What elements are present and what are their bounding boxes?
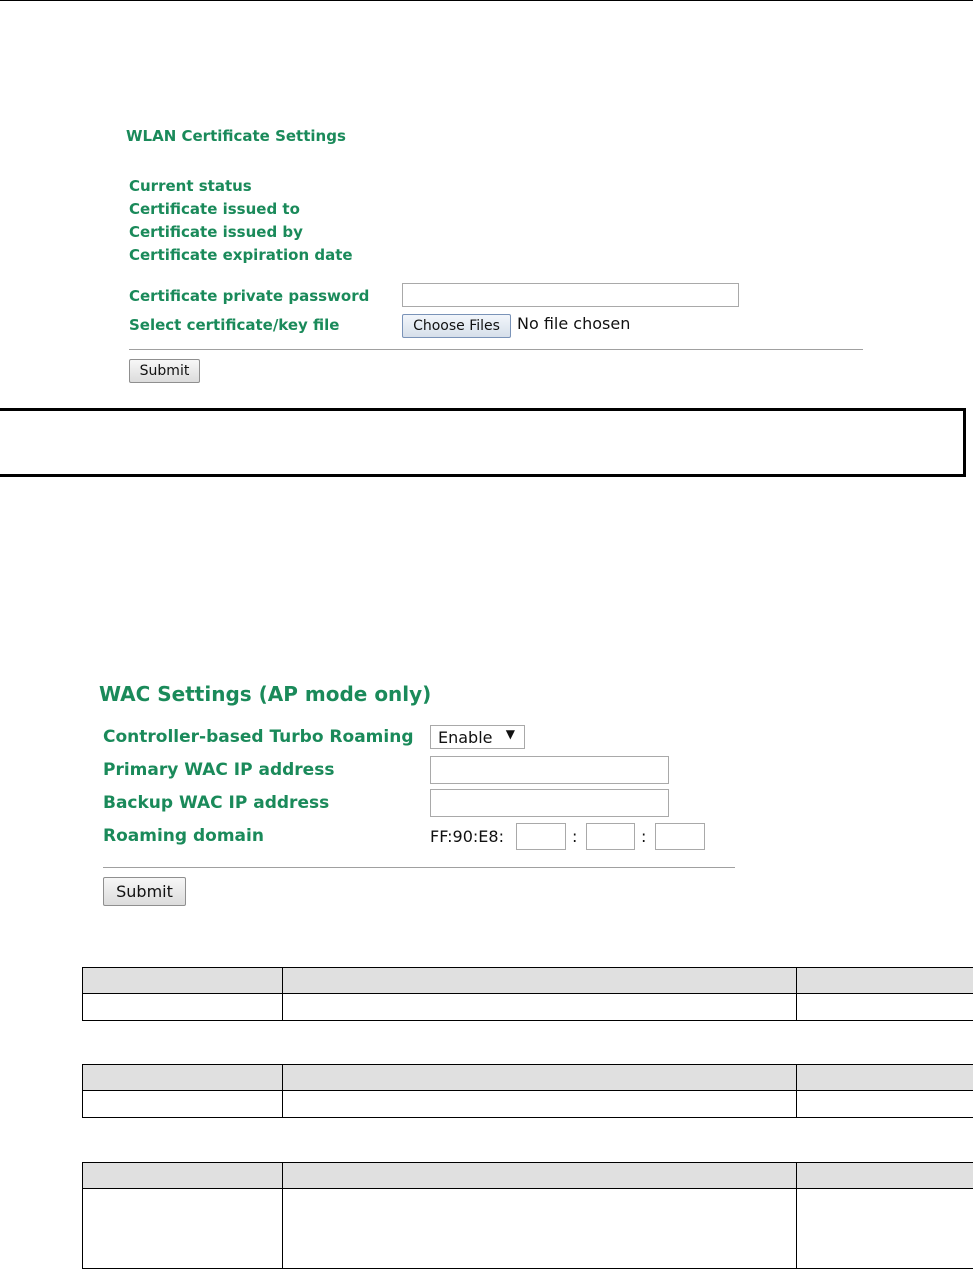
wac-divider [103, 867, 735, 868]
octet-separator: : [572, 827, 578, 846]
backup-wac-ip-label: Backup WAC IP address [103, 793, 330, 813]
roaming-domain-prefix: FF:90:E8: [430, 827, 504, 846]
wac-title: WAC Settings (AP mode only) [99, 682, 432, 706]
select-file-label: Select certificate/key file [129, 316, 340, 334]
table-header-row [83, 968, 973, 994]
wlan-submit-button[interactable]: Submit [129, 359, 200, 383]
roaming-domain-label: Roaming domain [103, 826, 264, 846]
file-status-text: No file chosen [517, 314, 631, 333]
turbo-roaming-value: Enable [438, 727, 493, 747]
primary-wac-ip-label: Primary WAC IP address [103, 760, 335, 780]
private-password-label: Certificate private password [129, 287, 370, 305]
parameter-table [82, 1162, 973, 1269]
octet-separator: : [641, 827, 647, 846]
choose-files-button[interactable]: Choose Files [402, 314, 511, 338]
wlan-title: WLAN Certificate Settings [126, 127, 346, 145]
table-row [83, 1091, 973, 1118]
issued-to-label: Certificate issued to [129, 200, 300, 218]
roaming-domain-octet-2[interactable] [586, 823, 635, 850]
parameter-table [82, 967, 973, 1021]
primary-wac-ip-input[interactable] [430, 756, 669, 784]
expiration-date-label: Certificate expiration date [129, 246, 353, 264]
note-box [0, 408, 966, 477]
private-password-input[interactable] [402, 283, 739, 307]
table-header-row [83, 1065, 973, 1091]
current-status-label: Current status [129, 177, 252, 195]
turbo-roaming-select[interactable] [430, 725, 525, 749]
issued-by-label: Certificate issued by [129, 223, 303, 241]
turbo-roaming-label: Controller-based Turbo Roaming [103, 727, 414, 747]
table-header-row [83, 1163, 973, 1189]
wlan-divider [129, 349, 863, 350]
parameter-table [82, 1064, 973, 1118]
table-row [83, 1189, 973, 1269]
roaming-domain-octet-1[interactable] [516, 823, 566, 850]
wac-submit-button[interactable]: Submit [103, 877, 186, 906]
roaming-domain-octet-3[interactable] [655, 823, 705, 850]
chevron-down-icon: ▼ [505, 727, 515, 741]
backup-wac-ip-input[interactable] [430, 789, 669, 817]
top-rule [0, 0, 973, 1]
table-row [83, 994, 973, 1021]
